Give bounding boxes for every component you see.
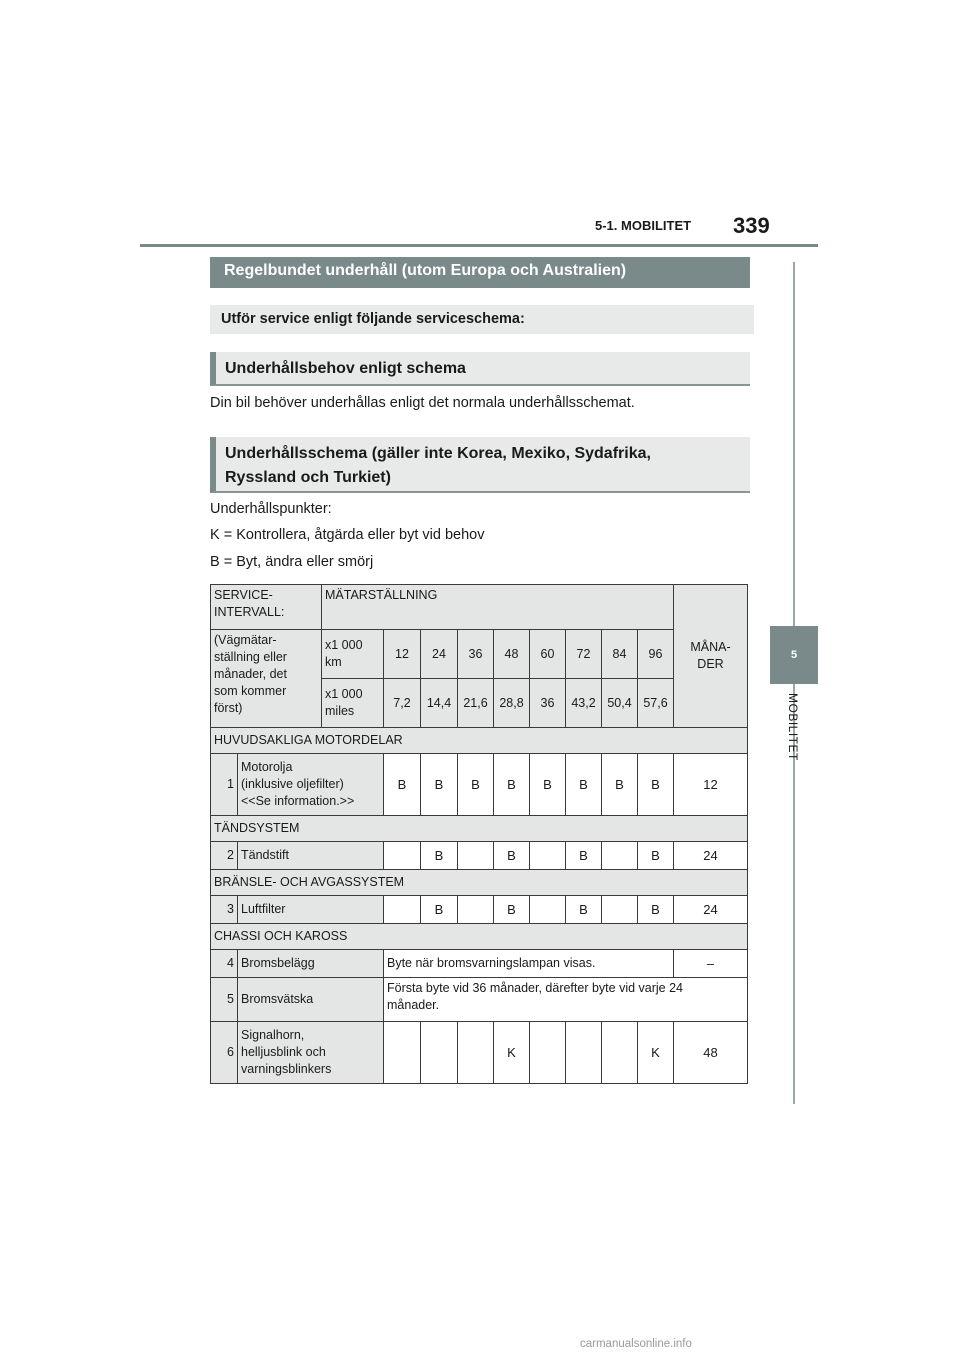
miles-value: 43,2 xyxy=(566,679,602,728)
km-value: 84 xyxy=(602,630,638,679)
months-header: MÅNA- DER xyxy=(674,585,748,728)
row-item: Luftfilter xyxy=(238,896,384,924)
miles-value: 36 xyxy=(530,679,566,728)
schedule-cell: B xyxy=(494,842,530,870)
schedule-cell: B xyxy=(384,754,421,816)
header-rule xyxy=(140,244,818,247)
section-row-chassis: CHASSI OCH KAROSS xyxy=(211,924,748,950)
schedule-cell xyxy=(602,842,638,870)
km-value: 36 xyxy=(458,630,494,679)
schedule-cell: K xyxy=(494,1022,530,1084)
heading-maintenance-schedule xyxy=(210,437,750,493)
schedule-cell xyxy=(530,896,566,924)
months-cell: 24 xyxy=(674,896,748,924)
page-number: 339 xyxy=(733,213,770,238)
row-item: Tändstift xyxy=(238,842,384,870)
months-cell: 12 xyxy=(674,754,748,816)
schedule-cell xyxy=(530,1022,566,1084)
section-row-ignition: TÄNDSYSTEM xyxy=(211,816,748,842)
months-cell: 48 xyxy=(674,1022,748,1084)
tab-rule-top xyxy=(793,262,795,626)
miles-value: 57,6 xyxy=(638,679,674,728)
schedule-cell xyxy=(602,896,638,924)
row-note: Byte när bromsvarningslampan visas. xyxy=(384,950,674,978)
schedule-cell xyxy=(384,842,421,870)
table-row xyxy=(211,1022,748,1084)
section-banner: Regelbundet underhåll (utom Europa och Australien) xyxy=(210,257,750,288)
section-reference: 5-1. MOBILITET xyxy=(595,218,692,233)
odometer-note: (Vägmätar- ställning eller månader, det som kommer först) xyxy=(211,630,322,728)
schedule-cell: B xyxy=(638,896,674,924)
intro-paragraph: Din bil behöver underhållas enligt det normala underhållsschemat. xyxy=(210,395,635,411)
chapter-tab-label: MOBILITET xyxy=(786,693,800,761)
legend-title: Underhållspunkter: xyxy=(210,501,332,517)
schedule-cell: B xyxy=(530,754,566,816)
row-item: Motorolja (inklusive oljefilter) <<Se information.>> xyxy=(238,754,384,816)
maintenance-table xyxy=(210,584,748,1084)
schedule-cell: B xyxy=(494,754,530,816)
schedule-cell xyxy=(530,842,566,870)
row-item: Bromsbelägg xyxy=(238,950,384,978)
miles-value: 28,8 xyxy=(494,679,530,728)
miles-label: x1 000 miles xyxy=(322,679,384,728)
miles-value: 21,6 xyxy=(458,679,494,728)
row-item: Signalhorn, helljusblink och varningsblinkers xyxy=(238,1022,384,1084)
miles-value: 7,2 xyxy=(384,679,421,728)
km-value: 60 xyxy=(530,630,566,679)
months-cell: – xyxy=(674,950,748,978)
schedule-cell: B xyxy=(421,754,458,816)
table-row xyxy=(211,754,748,816)
schedule-cell: B xyxy=(566,842,602,870)
schedule-cell xyxy=(421,1022,458,1084)
footer-watermark: carmanualsonline.info xyxy=(580,1338,692,1350)
schedule-cell: K xyxy=(638,1022,674,1084)
odometer-label: MÄTARSTÄLLNING xyxy=(322,585,674,630)
row-number: 6 xyxy=(211,1022,238,1084)
km-value: 12 xyxy=(384,630,421,679)
schedule-cell: B xyxy=(602,754,638,816)
km-value: 72 xyxy=(566,630,602,679)
heading-maintenance-needs: Underhållsbehov enligt schema xyxy=(210,352,750,386)
service-interval-label: SERVICE- INTERVALL: xyxy=(211,585,322,630)
section-row-fuel: BRÄNSLE- OCH AVGASSYSTEM xyxy=(211,870,748,896)
km-label: x1 000 km xyxy=(322,630,384,679)
legend-b: B = Byt, ändra eller smörj xyxy=(210,554,374,570)
section-sub-banner: Utför service enligt följande serviceschema: xyxy=(210,305,754,334)
km-value: 24 xyxy=(421,630,458,679)
miles-value: 14,4 xyxy=(421,679,458,728)
heading-line-2: Ryssland och Turkiet) xyxy=(225,469,391,486)
schedule-cell: B xyxy=(494,896,530,924)
row-item: Bromsvätska xyxy=(238,978,384,1022)
table-row xyxy=(211,842,748,870)
schedule-cell: B xyxy=(421,842,458,870)
km-value: 96 xyxy=(638,630,674,679)
schedule-cell: B xyxy=(638,842,674,870)
row-note: Första byte vid 36 månader, därefter byte vid varje 24 månader. xyxy=(384,978,748,1022)
table-row xyxy=(211,950,748,978)
chapter-tab: 5 xyxy=(770,626,818,684)
heading-line-1: Underhållsschema (gäller inte Korea, Mexiko, Sydafrika, xyxy=(225,445,651,462)
legend-k: K = Kontrollera, åtgärda eller byt vid behov xyxy=(210,527,485,543)
schedule-cell xyxy=(458,842,494,870)
km-value: 48 xyxy=(494,630,530,679)
section-row-engine: HUVUDSAKLIGA MOTORDELAR xyxy=(211,728,748,754)
schedule-cell xyxy=(384,896,421,924)
miles-value: 50,4 xyxy=(602,679,638,728)
schedule-cell: B xyxy=(566,754,602,816)
row-number: 3 xyxy=(211,896,238,924)
schedule-cell xyxy=(602,1022,638,1084)
schedule-cell: B xyxy=(458,754,494,816)
schedule-cell xyxy=(384,1022,421,1084)
schedule-cell: B xyxy=(638,754,674,816)
row-number: 2 xyxy=(211,842,238,870)
months-cell: 24 xyxy=(674,842,748,870)
schedule-cell xyxy=(566,1022,602,1084)
table-row xyxy=(211,978,748,1022)
schedule-cell xyxy=(458,896,494,924)
row-number: 1 xyxy=(211,754,238,816)
row-number: 4 xyxy=(211,950,238,978)
row-number: 5 xyxy=(211,978,238,1022)
schedule-cell: B xyxy=(421,896,458,924)
schedule-cell xyxy=(458,1022,494,1084)
schedule-cell: B xyxy=(566,896,602,924)
table-row xyxy=(211,896,748,924)
